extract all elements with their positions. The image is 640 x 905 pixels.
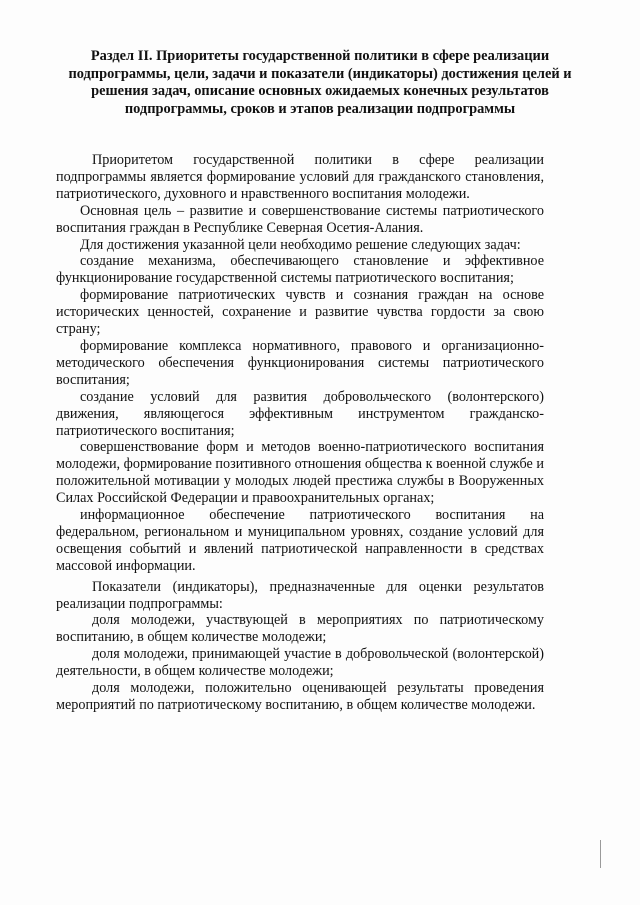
scan-artifact-mark bbox=[600, 840, 601, 868]
section-body bbox=[56, 152, 544, 714]
task-item-military-patriotic: совершенствование форм и методов военно-патриотического воспитания молодежи, формирование позитивного отношения общества к военной службе и положительной мотивации у молодых людей престижа службы в Вооруженных Силах Российской Федерации и правоохранительных органах; bbox=[56, 439, 544, 507]
task-item-mechanism: создание механизма, обеспечивающего становление и эффективное функционирование государственной системы патриотического воспитания; bbox=[56, 253, 544, 287]
section-heading: Раздел II. Приоритеты государственной политики в сфере реализации подпрограммы, цели, задачи и показатели (индикаторы) достижения целей и решения задач, описание основных ожидаемых конечных результатов подпрограммы, сроков и этапов реализации подпрограммы bbox=[68, 48, 572, 117]
task-item-information-support: информационное обеспечение патриотического воспитания на федеральном, региональном и муниципальном уровнях, создание условий для освещения событий и явлений патриотической направленности в средствах массовой информации. bbox=[56, 507, 544, 574]
paragraph-priority: Приоритетом государственной политики в сфере реализации подпрограммы является формирование условий для гражданского становления, патриотического, духовного и нравственного воспитания молодежи. bbox=[56, 152, 544, 202]
paragraph-indicators-intro: Показатели (индикаторы), предназначенные для оценки результатов реализации подпрограммы: bbox=[56, 578, 544, 612]
task-item-patriotic-feelings: формирование патриотических чувств и сознания граждан на основе исторических ценностей, сохранение и развитие чувства гордости за свою страну; bbox=[56, 287, 544, 338]
task-item-volunteer-movement: создание условий для развития добровольческого (волонтерского) движения, являющегося эффективным инструментом гражданско-патриотического воспитания; bbox=[56, 388, 544, 439]
paragraph-main-goal: Основная цель – развитие и совершенствование системы патриотического воспитания граждан в Республике Северная Осетия-Алания. bbox=[56, 202, 544, 236]
task-item-normative-support: формирование комплекса нормативного, правового и организационно-методического обеспечения функционирования системы патриотического воспитания; bbox=[56, 337, 544, 388]
indicator-item-participation: доля молодежи, участвующей в мероприятиях по патриотическому воспитанию, в общем количестве молодежи; bbox=[56, 612, 544, 646]
indicator-item-volunteering: доля молодежи, принимающей участие в добровольческой (волонтерской) деятельности, в общем количестве молодежи; bbox=[56, 646, 544, 680]
indicator-item-positive-assessment: доля молодежи, положительно оценивающей результаты проведения мероприятий по патриотическому воспитанию, в общем количестве молодежи. bbox=[56, 680, 544, 713]
paragraph-tasks-intro: Для достижения указанной цели необходимо решение следующих задач: bbox=[80, 236, 521, 253]
